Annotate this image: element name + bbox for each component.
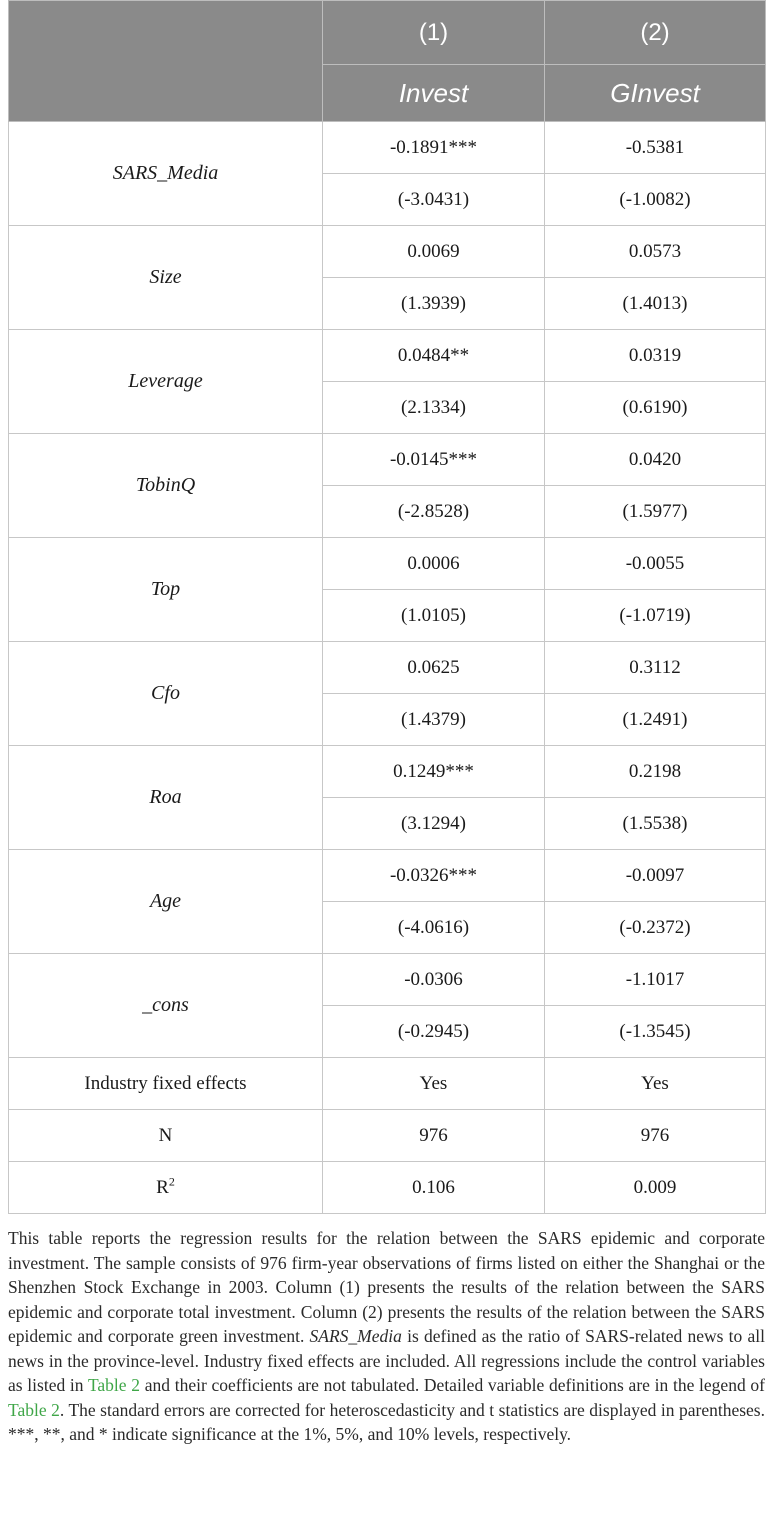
tstat-col1: (-2.8528) [323, 486, 545, 538]
r2-label-sup: 2 [168, 1174, 175, 1189]
summary-row-r2 [9, 1162, 766, 1214]
table-row-coef-tobinq [9, 434, 766, 486]
column-number-1: (1) [323, 1, 545, 65]
variable-name: Leverage [9, 330, 323, 434]
coefficient-col1: -0.0326*** [323, 850, 545, 902]
variable-name: Age [9, 850, 323, 954]
coefficient-col1: 0.0625 [323, 642, 545, 694]
footnote-text-1: This table reports the regression results for the relation between the SARS epidemic and corporate investment. The sample consists of 976 firm-year observations of firms listed on either the Shanghai or the Shenzhen Stock Exchange in 2003. Column (1) presents the results of the relation between the SARS epidemic and corporate total investment. Column (2) presents the results of the relation between the SARS epidemic and corporate green investment. [8, 1228, 765, 1346]
tstat-col2: (-1.0082) [545, 174, 766, 226]
table-row-coef-size [9, 226, 766, 278]
footnote-text-2: is defined as the ratio of SARS-related news to all news in the province-level. Industry fixed effects are included. All regressions include the control variables as listed in [8, 1326, 765, 1395]
table-row-coef-top [9, 538, 766, 590]
coefficient-col2: 0.0420 [545, 434, 766, 486]
coefficient-col1: -0.1891*** [323, 122, 545, 174]
r2-label-text: R [156, 1176, 169, 1198]
depvar-invest: Invest [323, 65, 545, 122]
coefficient-col2: -0.0097 [545, 850, 766, 902]
tstat-col2: (1.5977) [545, 486, 766, 538]
footnote-text-3: and their coefficients are not tabulated. Detailed variable definitions are in the legend of [140, 1375, 765, 1395]
tstat-col2: (-1.0719) [545, 590, 766, 642]
variable-name: TobinQ [9, 434, 323, 538]
coefficient-col1: 0.0069 [323, 226, 545, 278]
tstat-col1: (2.1334) [323, 382, 545, 434]
tstat-col1: (1.3939) [323, 278, 545, 330]
table-row-coef-cfo [9, 642, 766, 694]
table-row-coef-cons [9, 954, 766, 1006]
tstat-col1: (3.1294) [323, 798, 545, 850]
tstat-col2: (1.4013) [545, 278, 766, 330]
tstat-col1: (1.0105) [323, 590, 545, 642]
coefficient-col1: 0.1249*** [323, 746, 545, 798]
industry-fe-label: Industry fixed effects [9, 1058, 323, 1110]
regression-table-container [8, 0, 765, 1214]
tstat-col2: (1.2491) [545, 694, 766, 746]
regression-table [8, 0, 766, 1214]
summary-row-n [9, 1110, 766, 1162]
r2-col2: 0.009 [545, 1162, 766, 1214]
coefficient-col2: -0.5381 [545, 122, 766, 174]
header-corner-cell [9, 1, 323, 122]
tstat-col1: (-0.2945) [323, 1006, 545, 1058]
footnote-table2-link-2[interactable]: Table 2 [8, 1399, 60, 1420]
coefficient-col2: 0.2198 [545, 746, 766, 798]
table-row-coef-leverage [9, 330, 766, 382]
variable-name: _cons [9, 954, 323, 1058]
depvar-ginvest: GInvest [545, 65, 766, 122]
coefficient-col2: 0.0573 [545, 226, 766, 278]
tstat-col2: (1.5538) [545, 798, 766, 850]
r2-label [9, 1162, 323, 1214]
tstat-col2: (0.6190) [545, 382, 766, 434]
coefficient-col2: 0.0319 [545, 330, 766, 382]
tstat-col1: (1.4379) [323, 694, 545, 746]
variable-name: SARS_Media [9, 122, 323, 226]
footnote-variable-name: SARS_Media [309, 1326, 402, 1346]
coefficient-col2: 0.3112 [545, 642, 766, 694]
column-number-2: (2) [545, 1, 766, 65]
variable-name: Top [9, 538, 323, 642]
variable-name: Roa [9, 746, 323, 850]
table-row-coef-roa [9, 746, 766, 798]
tstat-col1: (-3.0431) [323, 174, 545, 226]
r2-col1: 0.106 [323, 1162, 545, 1214]
footnote-table2-link-1[interactable]: Table 2 [87, 1375, 141, 1395]
tstat-col2: (-0.2372) [545, 902, 766, 954]
tstat-col2: (-1.3545) [545, 1006, 766, 1058]
summary-row-industry-fe [9, 1058, 766, 1110]
footnote-text-4: . The standard errors are corrected for heteroscedasticity and t statistics are displayed in parentheses. ***, **, and * indicate significance at the 1%, 5%, and 10% levels, respectively. [8, 1399, 765, 1444]
n-col1: 976 [323, 1110, 545, 1162]
coefficient-col1: 0.0484** [323, 330, 545, 382]
n-col2: 976 [545, 1110, 766, 1162]
coefficient-col2: -1.1017 [545, 954, 766, 1006]
industry-fe-col2: Yes [545, 1058, 766, 1110]
coefficient-col1: 0.0006 [323, 538, 545, 590]
table-footnote [8, 1226, 765, 1447]
coefficient-col1: -0.0145*** [323, 434, 545, 486]
n-label: N [9, 1110, 323, 1162]
table-body [9, 122, 766, 1214]
coefficient-col1: -0.0306 [323, 954, 545, 1006]
variable-name: Size [9, 226, 323, 330]
table-header [9, 1, 766, 122]
table-row-coef-age [9, 850, 766, 902]
tstat-col1: (-4.0616) [323, 902, 545, 954]
table-row-coef-sars-media [9, 122, 766, 174]
industry-fe-col1: Yes [323, 1058, 545, 1110]
variable-name: Cfo [9, 642, 323, 746]
coefficient-col2: -0.0055 [545, 538, 766, 590]
